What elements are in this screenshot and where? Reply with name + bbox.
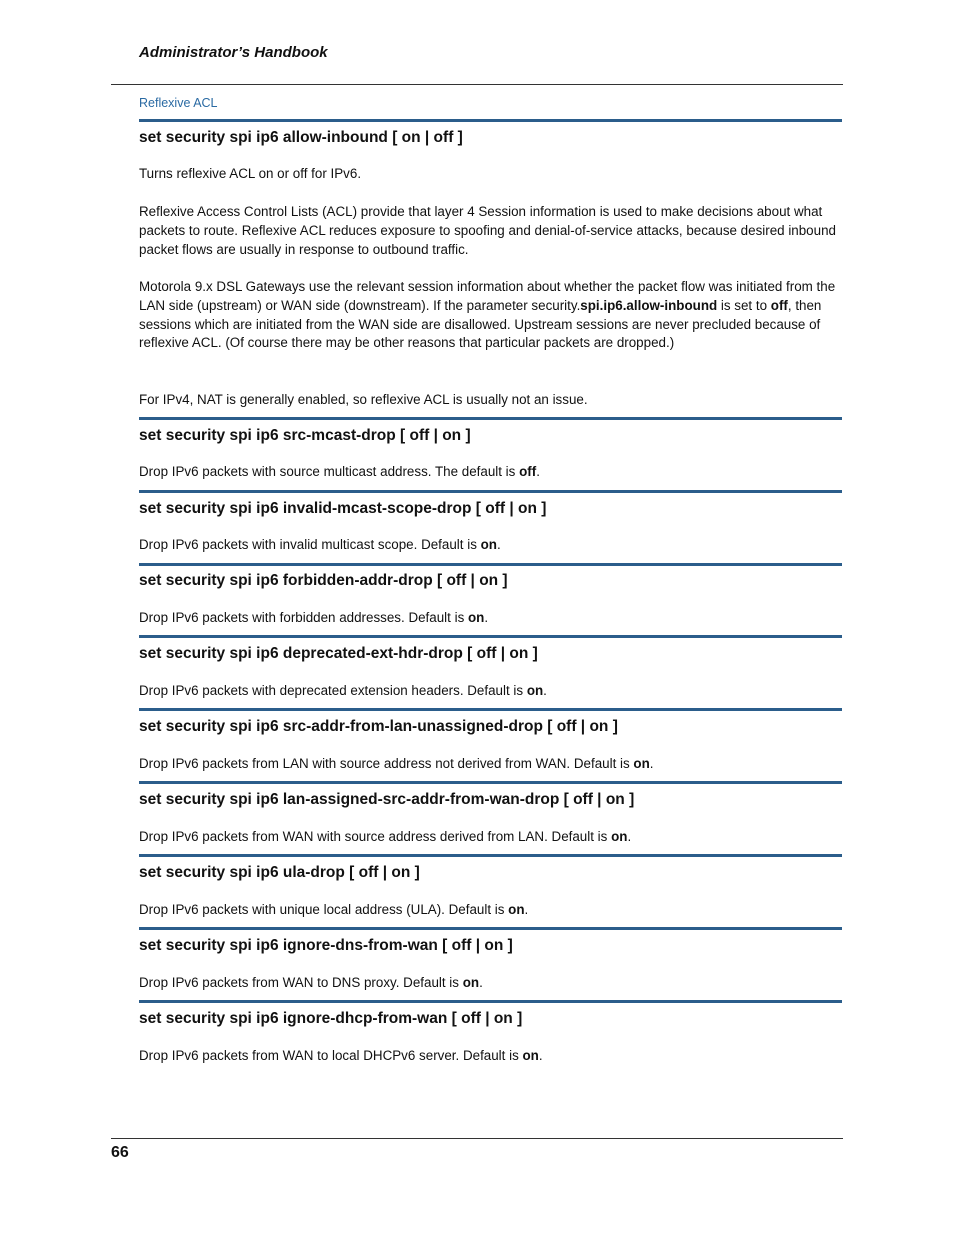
command-divider <box>139 417 842 420</box>
command-heading: set security spi ip6 ignore-dns-from-wan [ off | on ] <box>139 937 513 954</box>
command-heading: set security spi ip6 src-mcast-drop [ off | on ] <box>139 427 471 444</box>
command-description: Drop IPv6 packets from LAN with source address not derived from WAN. Default is on. <box>139 756 654 771</box>
footer-divider <box>111 1138 843 1139</box>
command-divider <box>139 563 842 566</box>
default-value: off <box>519 464 537 479</box>
command-heading: set security spi ip6 forbidden-addr-drop [ off | on ] <box>139 572 508 589</box>
command-divider <box>139 708 842 711</box>
parameter-name: spi.ip6.allow-inbound <box>580 297 718 313</box>
command-divider <box>139 927 842 930</box>
paragraph: For IPv4, NAT is generally enabled, so reflexive ACL is usually not an issue. <box>139 392 588 407</box>
command-description: Drop IPv6 packets with unique local address (ULA). Default is on. <box>139 902 529 917</box>
default-value: on <box>508 902 525 917</box>
command-divider <box>139 1000 842 1003</box>
command-divider <box>139 119 842 122</box>
command-heading: set security spi ip6 ula-drop [ off | on ] <box>139 864 420 881</box>
paragraph: Reflexive Access Control Lists (ACL) provide that layer 4 Session information is used to make decisions about what packets to route. Reflexive ACL reduces exposure to spoofing and denial-of-service attacks, because desired inbound packet flows are usually in response to outbound traffic. <box>139 204 836 257</box>
command-description: Drop IPv6 packets with invalid multicast scope. Default is on. <box>139 537 501 552</box>
command-description: Drop IPv6 packets from WAN to DNS proxy. Default is on. <box>139 975 483 990</box>
default-value: on <box>522 1048 539 1063</box>
paragraph: Motorola 9.x DSL Gateways use the relevant session information about whether the packet flow was initiated from the LAN side (upstream) or WAN side (downstream). If the parameter security.spi.ip6.allow-inbound is set to off, then sessions which are initiated from the WAN side are disallowed. Upstream sessions are never precluded because of reflexive ACL. (Of course there may be other reasons that particular packets are dropped.) <box>139 279 836 351</box>
command-heading: set security spi ip6 src-addr-from-lan-unassigned-drop [ off | on ] <box>139 718 618 735</box>
command-divider <box>139 635 842 638</box>
command-divider <box>139 854 842 857</box>
command-divider <box>139 781 842 784</box>
command-heading: set security spi ip6 lan-assigned-src-addr-from-wan-drop [ off | on ] <box>139 791 635 808</box>
header-divider <box>111 84 843 85</box>
command-summary: Turns reflexive ACL on or off for IPv6. <box>139 166 362 181</box>
default-value: on <box>480 537 497 552</box>
page-number: 66 <box>111 1144 129 1161</box>
command-description: Drop IPv6 packets with forbidden addresses. Default is on. <box>139 610 489 625</box>
command-divider <box>139 490 842 493</box>
default-value: on <box>462 975 480 990</box>
command-heading: set security spi ip6 deprecated-ext-hdr-drop [ off | on ] <box>139 645 538 662</box>
command-heading: set security spi ip6 ignore-dhcp-from-wan [ off | on ] <box>139 1010 523 1027</box>
command-description: Drop IPv6 packets from WAN to local DHCPv6 server. Default is on. <box>139 1048 543 1063</box>
default-value: on <box>633 756 650 771</box>
running-header: Administrator’s Handbook <box>139 44 328 61</box>
default-value: on <box>526 683 544 698</box>
default-value: on <box>611 829 628 844</box>
section-label: Reflexive ACL <box>139 96 218 110</box>
command-heading: set security spi ip6 allow-inbound [ on | off ] <box>139 129 463 146</box>
default-value: on <box>467 610 485 625</box>
command-description: Drop IPv6 packets with deprecated extension headers. Default is on. <box>139 683 547 698</box>
command-heading: set security spi ip6 invalid-mcast-scope-drop [ off | on ] <box>139 500 547 517</box>
command-description: Drop IPv6 packets with source multicast address. The default is off. <box>139 464 540 479</box>
value-off: off <box>770 297 788 313</box>
command-description: Drop IPv6 packets from WAN with source address derived from LAN. Default is on. <box>139 829 632 844</box>
